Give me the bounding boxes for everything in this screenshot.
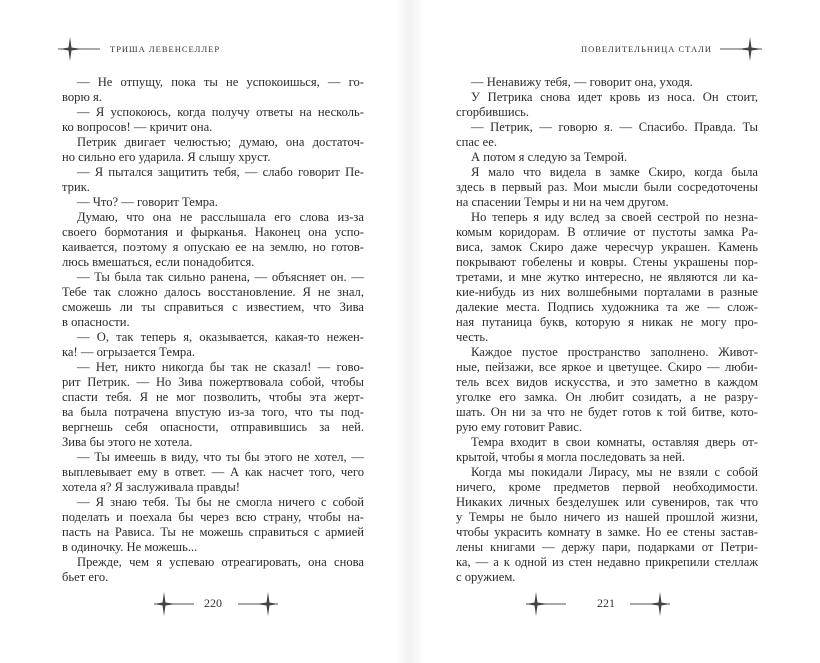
text-line: в опасности. bbox=[62, 315, 130, 329]
text-line: сможешь ли ты справиться с известием, что Зива bbox=[62, 300, 364, 314]
left-page-text bbox=[62, 75, 364, 585]
paragraph bbox=[456, 165, 758, 210]
running-head-title: ПОВЕЛИТЕЛЬНИЦА СТАЛИ bbox=[580, 44, 712, 54]
text-line: — Ненавижу тебя, — говорит она, уходя. bbox=[471, 75, 693, 89]
paragraph bbox=[62, 135, 364, 165]
text-line: покрывают гобелены и ковры. Стены украшены пор- bbox=[456, 255, 758, 269]
text-line: каивается, поэтому я опускаю ее на землю, но готов- bbox=[62, 240, 364, 254]
paragraph bbox=[456, 150, 758, 165]
text-line: третами, и мне жутко интересно, не являются ли ка- bbox=[456, 270, 758, 284]
text-line: бьет его. bbox=[62, 570, 109, 584]
text-line: виса, замок Скиро даже чересчур украшен. Камень bbox=[456, 240, 758, 254]
text-line: на спасении Темры и ни на чем другом. bbox=[456, 195, 669, 209]
text-line: ворю я. bbox=[62, 90, 102, 104]
text-line: — Ты была так сильно ранена, — объясняет он. — bbox=[77, 270, 364, 284]
paragraph bbox=[62, 75, 364, 105]
text-line: Зива бы этого не хотела. bbox=[62, 435, 193, 449]
text-line: уголке его замка. Он любит созидать, а не разру- bbox=[456, 390, 758, 404]
text-line: поделать и поехала бы через всю страну, чтобы на- bbox=[62, 510, 364, 524]
paragraph bbox=[62, 195, 364, 210]
text-line: пасть на Рависа. Ты не можешь справиться с армией bbox=[62, 525, 364, 539]
text-line: далекие места. Подпись художника та же — слож- bbox=[456, 300, 758, 314]
paragraph bbox=[62, 495, 364, 555]
text-line: Но теперь я иду вслед за своей сестрой по незна- bbox=[471, 210, 758, 224]
star-ornament-icon bbox=[58, 36, 100, 62]
text-line: здесь в первый раз. Мои мысли были сосредоточены bbox=[456, 180, 758, 194]
text-line: Темра входит в свои комнаты, оставляя дверь от- bbox=[471, 435, 758, 449]
text-line: ные, пейзажи, все яркое и цветущее. Скиро — люби- bbox=[456, 360, 758, 374]
text-line: — Не отпущу, пока ты не успокоишься, — го- bbox=[77, 75, 364, 89]
text-line: ка! — огрызается Темра. bbox=[62, 345, 195, 359]
text-line: ничего, кроме предметов первой необходимости. bbox=[456, 480, 758, 494]
text-line: У Петрика снова идет кровь из носа. Он стоит, bbox=[471, 90, 758, 104]
star-ornament-icon bbox=[150, 591, 196, 617]
text-line: комым коридорам. В отличие от пустоты замка Ра- bbox=[456, 225, 758, 239]
text-line: ка, — а к одной из стен недавно прикрепили стеллаж bbox=[456, 555, 758, 569]
text-line: кие-нибудь из них волшебными порталами в разные bbox=[456, 285, 758, 299]
paragraph bbox=[456, 210, 758, 345]
paragraph bbox=[62, 210, 364, 270]
text-line: люсь вмешаться, если понадобится. bbox=[62, 255, 255, 269]
text-line: рит Петрик. — Но Зива пожертвовала собой, чтобы bbox=[62, 375, 364, 389]
text-line: вергнешь себя опасности, отправившись за ней. bbox=[62, 420, 364, 434]
paragraph bbox=[456, 120, 758, 150]
text-line: но сильно его ударила. Я слышу хруст. bbox=[62, 150, 271, 164]
paragraph bbox=[62, 450, 364, 495]
text-line: у Темры не было ничего из нашей прошлой жизни, bbox=[456, 510, 758, 524]
text-line: рую ему готовит Равис. bbox=[456, 420, 582, 434]
page-number: 221 bbox=[597, 596, 615, 610]
paragraph bbox=[62, 165, 364, 195]
text-line: А потом я следую за Темрой. bbox=[471, 150, 628, 164]
paragraph bbox=[456, 345, 758, 435]
text-line: Думаю, что она не расслышала его слова из-за bbox=[77, 210, 364, 224]
right-page bbox=[410, 0, 820, 663]
text-line: — Ты имеешь в виду, что ты бы этого не хотел, — bbox=[77, 450, 364, 464]
text-line: спасти тебя. Я не мог позволить, чтобы эта жерт- bbox=[62, 390, 364, 404]
text-line: с оружием. bbox=[456, 570, 516, 584]
text-line: Никаких личных безделушек или сувениров, так что bbox=[456, 495, 758, 509]
text-line: — Нет, никто никогда бы так не сказал! — гово- bbox=[77, 360, 364, 374]
star-ornament-icon bbox=[720, 36, 764, 62]
text-line: трик. bbox=[62, 180, 90, 194]
text-line: Каждое пустое пространство заполнено. Живот- bbox=[471, 345, 758, 359]
text-line: ко вопросов! — кричит она. bbox=[62, 120, 213, 134]
text-line: Петрик двигает челюстью; думаю, она достаточ- bbox=[77, 135, 364, 149]
text-line: Тебе так сложно далось восстановление. Я не знал, bbox=[62, 285, 364, 299]
text-line: — Я успокоюсь, когда получу ответы на несколь- bbox=[77, 105, 364, 119]
text-line: — О, так теперь я, оказывается, какая-то нежен- bbox=[77, 330, 364, 344]
text-line: честь. bbox=[456, 330, 489, 344]
paragraph bbox=[62, 555, 364, 585]
text-line: — Петрик, — говорю я. — Спасибо. Правда. Ты bbox=[471, 120, 758, 134]
paragraph bbox=[456, 465, 758, 585]
star-ornament-icon bbox=[236, 591, 282, 617]
text-line: лены книгами — держу пари, подарками от Петри- bbox=[456, 540, 758, 554]
text-line: ная путаница букв, которую я никак не могу про- bbox=[456, 315, 758, 329]
text-line: Я мало что видела в замке Скиро, когда была bbox=[471, 165, 758, 179]
text-line: — Я пытался защитить тебя, — слабо говорит Пе- bbox=[77, 165, 364, 179]
text-line: спас ее. bbox=[456, 135, 497, 149]
paragraph bbox=[456, 90, 758, 120]
paragraph bbox=[456, 435, 758, 465]
text-line: — Что? — говорит Темра. bbox=[77, 195, 218, 209]
text-line: хотела я? Я заслуживала правды! bbox=[62, 480, 240, 494]
text-line: сгорбившись. bbox=[456, 105, 530, 119]
paragraph bbox=[62, 270, 364, 330]
right-page-text bbox=[456, 75, 758, 585]
paragraph bbox=[62, 360, 364, 450]
text-line: шать. Он ни за что не будет готов к той битве, кото- bbox=[456, 405, 758, 419]
text-line: крытой, чтобы я могла последовать за ней. bbox=[456, 450, 686, 464]
text-line: ва была потрачена впустую из-за того, что ты под- bbox=[62, 405, 364, 419]
running-head-author: ТРИША ЛЕВЕНСЕЛЛЕР bbox=[110, 44, 221, 54]
text-line: в одиночку. Не можешь... bbox=[62, 540, 198, 554]
paragraph bbox=[456, 75, 758, 90]
text-line: выплевывает ему в ответ. — А как насчет того, чего bbox=[62, 465, 364, 479]
page-number: 220 bbox=[204, 596, 222, 610]
text-line: своего бормотания и фырканья. Наконец она успо- bbox=[62, 225, 364, 239]
text-line: Прежде, чем я успеваю отреагировать, она снова bbox=[77, 555, 364, 569]
text-line: чтобы украсить комнату в замке. Но ее стены застав- bbox=[456, 525, 758, 539]
paragraph bbox=[62, 330, 364, 360]
star-ornament-icon bbox=[628, 591, 674, 617]
text-line: тель всех видов искусства, и это заметно в каждом bbox=[456, 375, 758, 389]
text-line: — Я знаю тебя. Ты бы не смогла ничего с собой bbox=[77, 495, 364, 509]
paragraph bbox=[62, 105, 364, 135]
text-line: Когда мы покидали Лирасу, мы не взяли с собой bbox=[471, 465, 758, 479]
star-ornament-icon bbox=[522, 591, 568, 617]
